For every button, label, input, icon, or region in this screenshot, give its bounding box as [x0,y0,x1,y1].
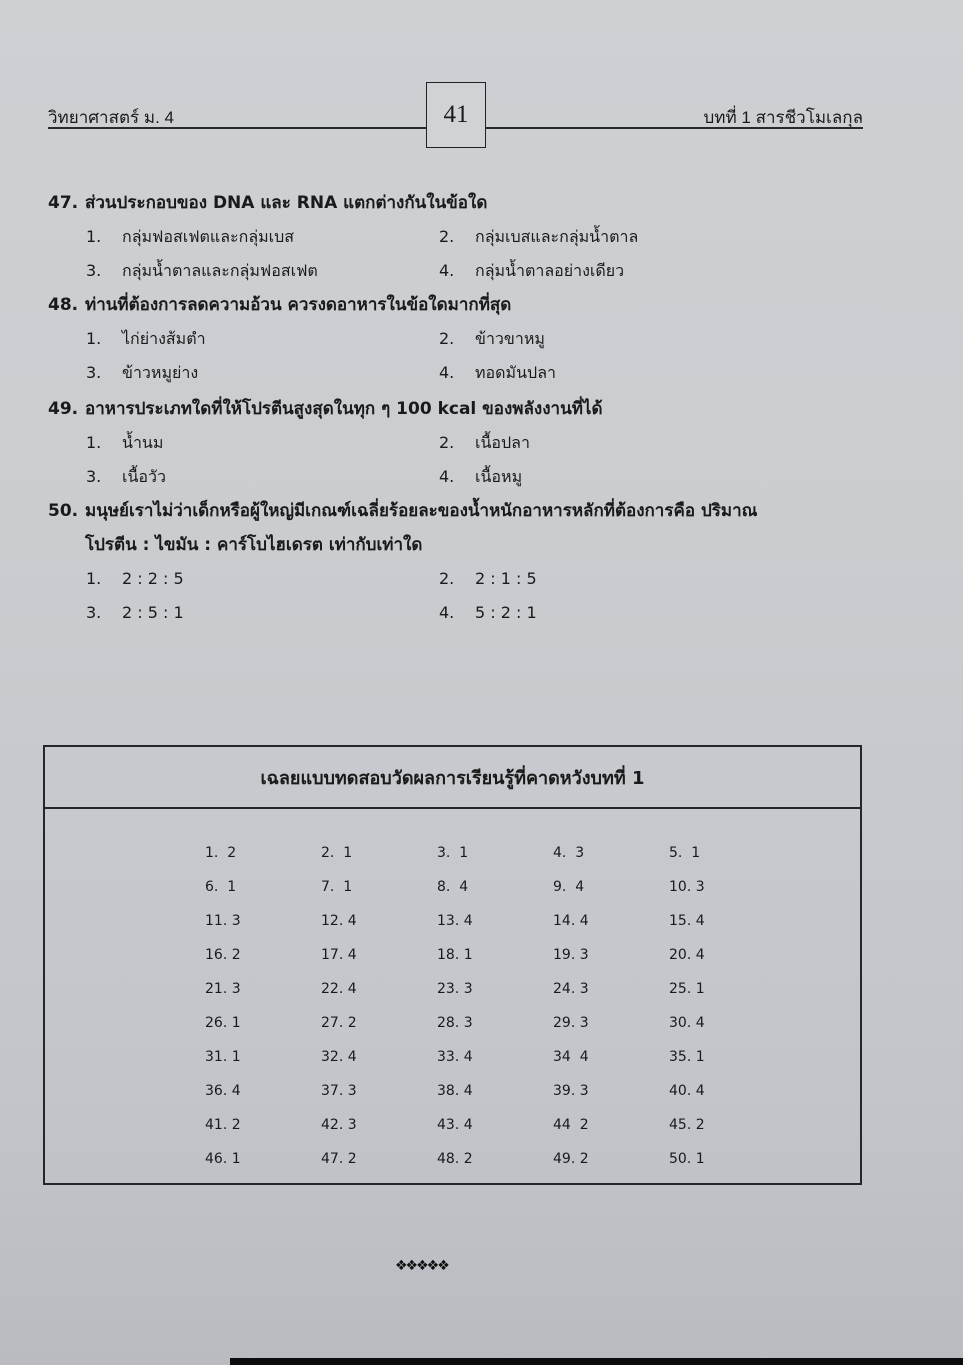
question-text: มนุษย์เราไม่ว่าเด็กหรือผู้ใหญ่มีเกณฑ์เฉลี่ยร้อยละของน้ำหนักอาหารหลักที่ต้องการคือ ปริมาณ [85,501,758,521]
answer-cell: 26. 1 [205,1015,241,1031]
answer-cell: 44 2 [553,1117,589,1133]
answer-cell: 13. 4 [437,913,473,929]
option-3: 3. 2 : 5 : 1 [86,603,184,622]
answer-cell: 16. 2 [205,947,241,963]
option-1: 1. ไก่ย่างส้มตำ [86,329,206,348]
answer-key-grid [205,836,785,1176]
option-1: 1. 2 : 2 : 5 [86,569,184,588]
answer-cell: 27. 2 [321,1015,357,1031]
question-48 [48,288,878,390]
answer-cell: 28. 3 [437,1015,473,1031]
option-2: 2. 2 : 1 : 5 [439,569,537,588]
option-2: 2. เนื้อปลา [439,433,530,452]
answer-cell: 45. 2 [669,1117,705,1133]
answer-cell: 10. 3 [669,879,705,895]
answer-cell: 20. 4 [669,947,705,963]
answer-cell: 19. 3 [553,947,589,963]
answer-cell: 48. 2 [437,1151,473,1167]
answer-cell: 36. 4 [205,1083,241,1099]
answer-cell: 35. 1 [669,1049,705,1065]
answer-cell: 50. 1 [669,1151,705,1167]
answer-cell: 42. 3 [321,1117,357,1133]
options [48,426,878,494]
option-3: 3. กลุ่มน้ำตาลและกลุ่มฟอสเฟต [86,261,318,280]
diamond-ornament-icon: ❖❖❖❖❖ [395,1258,448,1274]
answer-cell: 21. 3 [205,981,241,997]
option-3: 3. ข้าวหมูย่าง [86,363,199,382]
option-4: 4. ทอดมันปลา [439,363,556,382]
answer-key-box [43,745,862,1185]
answer-cell: 23. 3 [437,981,473,997]
answer-cell: 3. 1 [437,845,469,861]
scan-edge [230,1358,963,1365]
question-text-continued: โปรตีน : ไขมัน : คาร์โบไฮเดรต เท่ากับเท่าใด [85,535,423,555]
options [48,220,878,288]
answer-cell: 1. 2 [205,845,237,861]
answer-cell: 41. 2 [205,1117,241,1133]
question-50 [48,494,878,630]
options [48,562,878,630]
answer-cell: 46. 1 [205,1151,241,1167]
answer-cell: 49. 2 [553,1151,589,1167]
question-number: 47. [48,193,79,213]
page-number: 41 [443,101,469,128]
answer-cell: 43. 4 [437,1117,473,1133]
answer-cell: 33. 4 [437,1049,473,1065]
answer-cell: 34 4 [553,1049,589,1065]
answer-cell: 8. 4 [437,879,469,895]
options [48,322,878,390]
answer-cell: 25. 1 [669,981,705,997]
answer-cell: 9. 4 [553,879,585,895]
option-2: 2. กลุ่มเบสและกลุ่มน้ำตาล [439,227,639,246]
question-text: อาหารประเภทใดที่ให้โปรตีนสูงสุดในทุก ๆ 100 kcal ของพลังงานที่ได้ [85,399,603,419]
option-2: 2. ข้าวขาหมู [439,329,545,348]
question-number: 49. [48,399,79,419]
answer-cell: 7. 1 [321,879,353,895]
answer-cell: 2. 1 [321,845,353,861]
answer-cell: 5. 1 [669,845,701,861]
question-number: 48. [48,295,79,315]
answer-cell: 38. 4 [437,1083,473,1099]
page-header [48,82,863,150]
answer-cell: 12. 4 [321,913,357,929]
answer-cell: 15. 4 [669,913,705,929]
answer-cell: 22. 4 [321,981,357,997]
answer-cell: 24. 3 [553,981,589,997]
answer-cell: 14. 4 [553,913,589,929]
option-1: 1. น้ำนม [86,433,164,452]
answer-cell: 17. 4 [321,947,357,963]
answer-cell: 47. 2 [321,1151,357,1167]
answer-cell: 4. 3 [553,845,585,861]
question-text: ท่านที่ต้องการลดความอ้วน ควรงดอาหารในข้อใดมากที่สุด [85,295,512,315]
answer-cell: 37. 3 [321,1083,357,1099]
answer-cell: 39. 3 [553,1083,589,1099]
option-1: 1. กลุ่มฟอสเฟตและกลุ่มเบส [86,227,295,246]
question-49 [48,392,878,494]
answer-cell: 18. 1 [437,947,473,963]
question-47 [48,186,878,288]
question-number: 50. [48,501,79,521]
answer-cell: 30. 4 [669,1015,705,1031]
chapter-label: บทที่ 1 สารชีวโมเลกุล [703,108,863,127]
subject-label: วิทยาศาสตร์ ม. 4 [48,108,174,127]
answer-cell: 11. 3 [205,913,241,929]
option-4: 4. 5 : 2 : 1 [439,603,537,622]
answer-key-title: เฉลยแบบทดสอบวัดผลการเรียนรู้ที่คาดหวังบทที่ 1 [45,747,860,809]
answer-cell: 32. 4 [321,1049,357,1065]
answer-cell: 6. 1 [205,879,237,895]
answer-cell: 40. 4 [669,1083,705,1099]
answer-cell: 29. 3 [553,1015,589,1031]
question-text: ส่วนประกอบของ DNA และ RNA แตกต่างกันในข้อใด [85,193,488,213]
answer-cell: 31. 1 [205,1049,241,1065]
option-3: 3. เนื้อวัว [86,467,166,486]
option-4: 4. กลุ่มน้ำตาลอย่างเดียว [439,261,625,280]
page-number-box [426,82,486,148]
option-4: 4. เนื้อหมู [439,467,523,486]
